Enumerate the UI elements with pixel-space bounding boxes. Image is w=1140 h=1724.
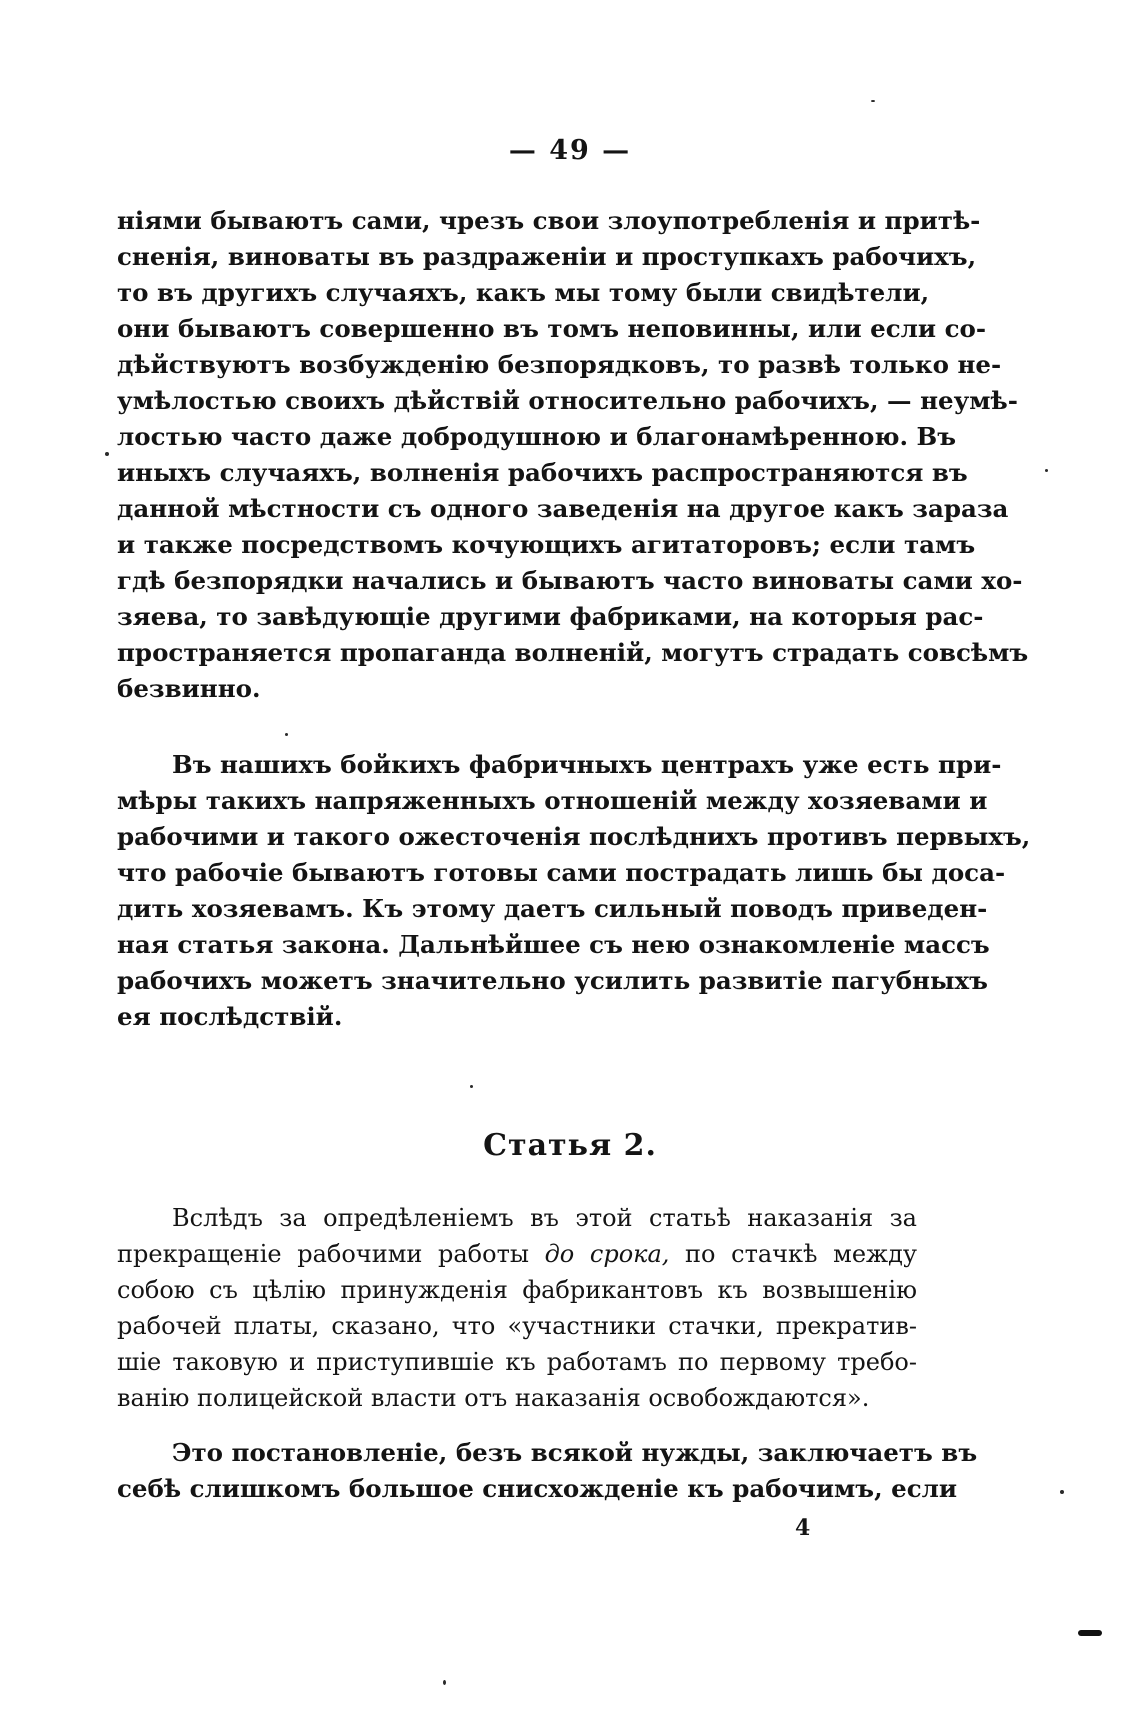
text-line: рабочими и такого ожесточенія послѣднихъ противъ первыхъ, <box>117 822 1031 851</box>
printer-signature-mark: 4 <box>795 1515 811 1541</box>
text-line: гдѣ безпорядки начались и бываютъ часто виноваты сами хо- <box>117 566 1023 595</box>
text-line: пространяется пропаганда волненій, могутъ страдать совсѣмъ <box>117 638 1029 667</box>
scan-dash-mark <box>1078 1630 1102 1636</box>
text-line: собою съ цѣлію принужденія фабрикантовъ къ возвышенію <box>117 1276 917 1304</box>
scan-speck <box>443 1680 446 1685</box>
text-segment: по стачкѣ между <box>669 1240 918 1268</box>
text-line: рабочей платы, сказано, что «участники стачки, прекратив- <box>117 1312 917 1340</box>
text-line: себѣ слишкомъ большое снисхожденіе къ рабочимъ, если <box>117 1474 958 1503</box>
text-line: лостью часто даже добродушною и благонамѣренною. Въ <box>117 422 957 451</box>
text-line: рабочихъ можетъ значительно усилить развитіе пагубныхъ <box>117 966 988 995</box>
italic-emphasis: до срока, <box>544 1240 670 1268</box>
paragraph-1 <box>117 203 1029 707</box>
scan-speck <box>285 733 288 736</box>
scan-speck <box>1060 1490 1064 1494</box>
text-line: что рабочіе бываютъ готовы сами пострадать лишь бы доса- <box>117 858 1006 887</box>
text-line: шіе таковую и приступившіе къ работамъ по первому требо- <box>117 1348 917 1376</box>
text-line: ванію полицейской власти отъ наказанія освобождаются». <box>117 1384 870 1412</box>
text-line: сненія, виноваты въ раздраженіи и проступкахъ рабочихъ, <box>117 242 977 271</box>
text-line-with-italic <box>117 1236 917 1272</box>
paragraph-4 <box>117 1435 978 1507</box>
scan-speck <box>871 100 875 102</box>
text-line: ея послѣдствій. <box>117 1002 343 1031</box>
text-line: мѣры такихъ напряженныхъ отношеній между хозяевами и <box>117 786 988 815</box>
text-line: дить хозяевамъ. Къ этому даетъ сильный поводъ приведен- <box>117 894 988 923</box>
scan-speck <box>1045 469 1048 472</box>
text-line: они бываютъ совершенно въ томъ неповинны, или если со- <box>117 314 987 343</box>
text-line: безвинно. <box>117 674 261 703</box>
text-line: ніями бываютъ сами, чрезъ свои злоупотребленія и притѣ- <box>117 206 981 235</box>
text-line: ная статья закона. Дальнѣйшее съ нею ознакомленіе массъ <box>117 930 990 959</box>
text-line: дѣйствуютъ возбужденію безпорядковъ, то развѣ только не- <box>117 350 1002 379</box>
text-line: Въ нашихъ бойкихъ фабричныхъ центрахъ уже есть при- <box>172 750 1002 779</box>
section-heading: Статья 2. <box>483 1128 657 1163</box>
scan-speck <box>105 452 109 456</box>
paragraph-3 <box>117 1200 917 1416</box>
text-line: и также посредствомъ кочующихъ агитаторовъ; если тамъ <box>117 530 976 559</box>
scan-speck <box>470 1085 473 1088</box>
text-line: зяева, то завѣдующіе другими фабриками, на которыя рас- <box>117 602 984 631</box>
text-line: умѣлостью своихъ дѣйствій относительно рабочихъ, — неумѣ- <box>117 386 1018 415</box>
paragraph-2 <box>117 747 1031 1035</box>
text-line: Вслѣдъ за опредѣленіемъ въ этой статьѣ наказанія за <box>172 1204 917 1232</box>
text-segment: прекращеніе рабочими работы <box>117 1240 545 1268</box>
text-line: Это постановленіе, безъ всякой нужды, заключаетъ въ <box>172 1438 978 1467</box>
text-line: иныхъ случаяхъ, волненія рабочихъ распространяются въ <box>117 458 968 487</box>
text-line: данной мѣстности съ одного заведенія на другое какъ зараза <box>117 494 1009 523</box>
text-line: то въ другихъ случаяхъ, какъ мы тому были свидѣтели, <box>117 278 930 307</box>
page-number: — 49 — <box>508 135 632 166</box>
